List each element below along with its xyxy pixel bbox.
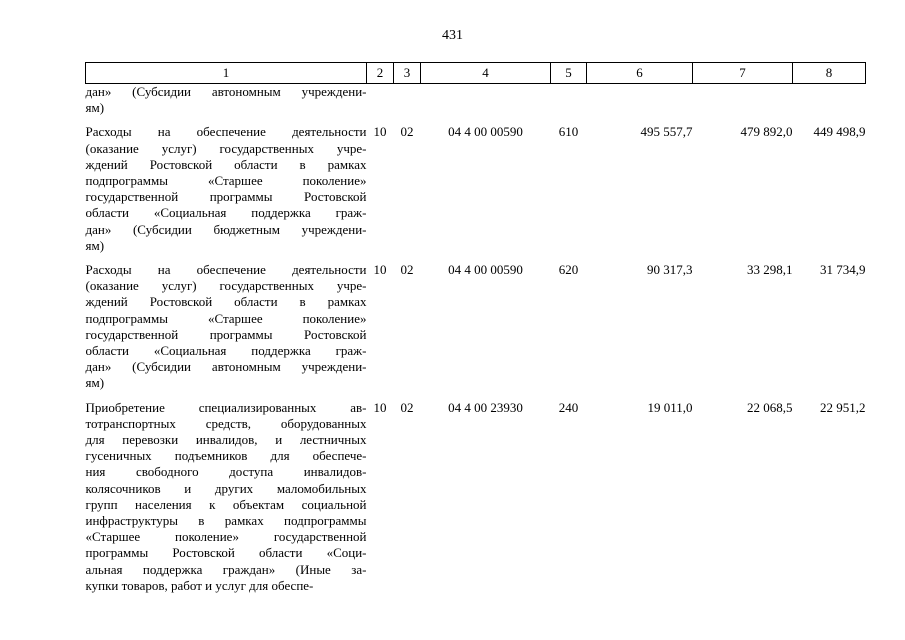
section-code bbox=[367, 84, 394, 125]
header-cell-3: 3 bbox=[394, 63, 421, 84]
amount-year-2: 33 298,1 bbox=[747, 262, 793, 278]
description-line: (оказание услуг) государственных учре- bbox=[85, 140, 367, 156]
description-line: для перевозки инвалидов, и лестничных bbox=[85, 432, 367, 448]
description-line: подпрограммы «Старшее поколение» bbox=[85, 310, 367, 326]
description-line: подпрограммы «Старшее поколение» bbox=[85, 173, 367, 189]
description-line: ния свободного доступа инвалидов- bbox=[85, 464, 367, 480]
description-line: колясочников и других маломобильных bbox=[85, 480, 367, 496]
description-line: альная поддержка граждан» (Иные за- bbox=[85, 561, 367, 577]
amount-year-2: 479 892,0 bbox=[740, 124, 793, 140]
table-row bbox=[86, 84, 866, 125]
description-line: Расходы на обеспечение деятельности bbox=[85, 262, 367, 278]
description-line: области «Социальная поддержка граж- bbox=[85, 343, 367, 359]
table-row bbox=[86, 400, 866, 602]
description-line: (оказание услуг) государственных учре- bbox=[85, 278, 367, 294]
description-line: купки товаров, работ и услуг для обеспе- bbox=[85, 577, 314, 593]
expense-type-code: 620 bbox=[558, 262, 579, 278]
description-line: государственной программы Ростовской bbox=[85, 326, 367, 342]
row-description bbox=[86, 124, 367, 262]
description-line: дан» (Субсидии бюджетным учреждени- bbox=[85, 221, 367, 237]
header-cell-8: 8 bbox=[793, 63, 866, 84]
table-header bbox=[86, 63, 866, 84]
target-article-code: 04 4 00 00590 bbox=[448, 124, 523, 140]
amount-year-3: 22 951,2 bbox=[820, 399, 866, 415]
header-row bbox=[86, 63, 866, 84]
description-line: Приобретение специализированных ав- bbox=[85, 399, 367, 415]
description-line: групп населения к объектам социальной bbox=[85, 496, 367, 512]
amount-year-2 bbox=[693, 84, 793, 125]
target-article-code: 04 4 00 23930 bbox=[448, 399, 523, 415]
header-cell-4: 4 bbox=[421, 63, 551, 84]
description-line: ям) bbox=[85, 237, 105, 253]
description-line: «Старшее поколение» государственной bbox=[85, 529, 367, 545]
description-line: тотранспортных средств, оборудованных bbox=[85, 415, 367, 431]
amount-year-1 bbox=[587, 84, 693, 125]
description-line: ям) bbox=[85, 375, 105, 391]
header-cell-5: 5 bbox=[551, 63, 587, 84]
subsection-code bbox=[394, 84, 421, 125]
page-number: 431 bbox=[442, 28, 463, 43]
description-line: государственной программы Ростовской bbox=[85, 189, 367, 205]
description-line: гусеничных подъемников для обеспече- bbox=[85, 448, 367, 464]
table-body bbox=[86, 84, 866, 603]
description-line: ям) bbox=[85, 100, 105, 116]
section-code: 10 bbox=[373, 124, 387, 140]
description-line: Расходы на обеспечение деятельности bbox=[85, 124, 367, 140]
header-cell-2: 2 bbox=[367, 63, 394, 84]
description-line: ждений Ростовской области в рамках bbox=[85, 156, 367, 172]
target-article-code: 04 4 00 00590 bbox=[448, 262, 523, 278]
amount-year-3 bbox=[793, 84, 866, 125]
description-line: дан» (Субсидии автономным учреждени- bbox=[85, 359, 367, 375]
description-line: ждений Ростовской области в рамках bbox=[85, 294, 367, 310]
section-code: 10 bbox=[373, 262, 387, 278]
description-line: области «Социальная поддержка граж- bbox=[85, 205, 367, 221]
expense-type-code: 610 bbox=[558, 124, 579, 140]
expense-type-code bbox=[551, 84, 587, 125]
budget-table bbox=[85, 62, 866, 602]
expense-type-code: 240 bbox=[558, 399, 579, 415]
subsection-code: 02 bbox=[400, 124, 414, 140]
amount-year-3: 31 734,9 bbox=[820, 262, 866, 278]
amount-year-1: 19 011,0 bbox=[647, 399, 693, 415]
description-line: инфраструктуры в рамках подпрограммы bbox=[85, 513, 367, 529]
description-line: дан» (Субсидии автономным учреждени- bbox=[85, 84, 367, 99]
subsection-code: 02 bbox=[400, 262, 414, 278]
row-description bbox=[86, 84, 367, 125]
header-cell-1: 1 bbox=[86, 63, 367, 84]
target-article-code bbox=[421, 84, 551, 125]
amount-year-3: 449 498,9 bbox=[813, 124, 866, 140]
amount-year-1: 495 557,7 bbox=[640, 124, 693, 140]
amount-year-2: 22 068,5 bbox=[747, 399, 793, 415]
description-line: программы Ростовской области «Соци- bbox=[85, 545, 367, 561]
table-row bbox=[86, 262, 866, 400]
amount-year-1: 90 317,3 bbox=[647, 262, 693, 278]
row-description bbox=[86, 262, 367, 400]
header-cell-7: 7 bbox=[693, 63, 793, 84]
section-code: 10 bbox=[373, 399, 387, 415]
subsection-code: 02 bbox=[400, 399, 414, 415]
table-row bbox=[86, 124, 866, 262]
row-description bbox=[86, 400, 367, 602]
header-cell-6: 6 bbox=[587, 63, 693, 84]
